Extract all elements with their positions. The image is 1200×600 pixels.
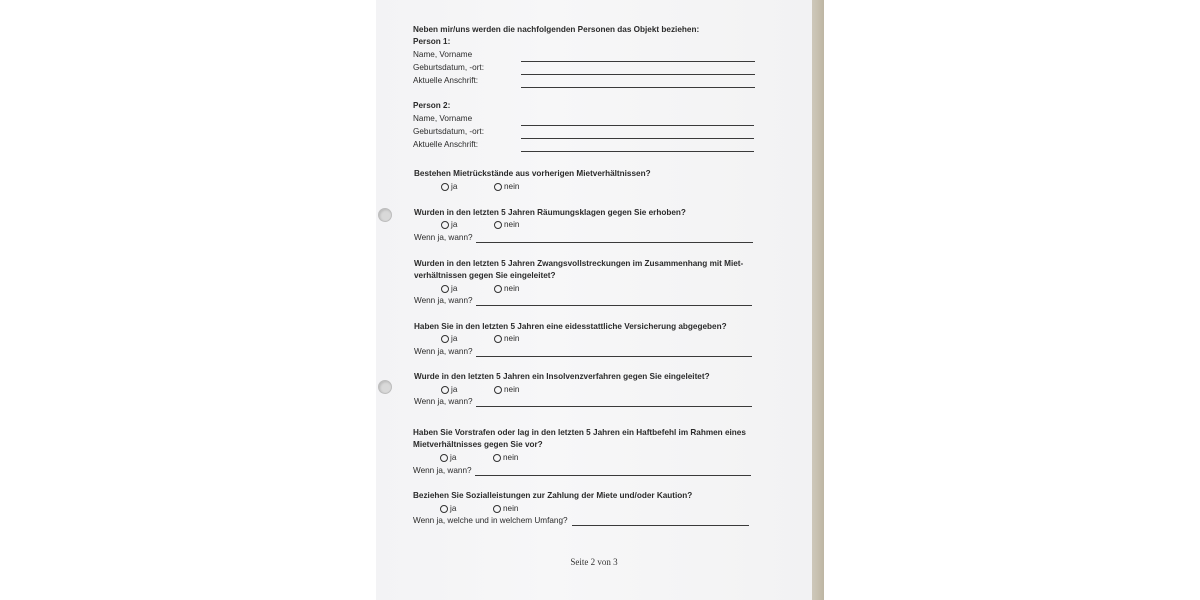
question-criminal-record-line1: Haben Sie Vorstrafen oder lag in den letzten 5 Jahren ein Haftbefehl im Rahmen eines (413, 428, 746, 437)
person-2-name-field[interactable] (521, 125, 754, 126)
person-1-birth-label: Geburtsdatum, -ort: (413, 63, 484, 72)
radio-nein[interactable]: nein (494, 181, 519, 194)
question-insolvency: Wurde in den letzten 5 Jahren ein Insolvenzverfahren gegen Sie eingeleitet? (414, 372, 710, 381)
person-2-birth-label: Geburtsdatum, -ort: (413, 127, 484, 136)
radio-circle-icon (441, 285, 449, 293)
radio-circle-icon (494, 285, 502, 293)
form-page (376, 0, 812, 600)
radio-ja[interactable]: ja (441, 283, 457, 296)
background-right (824, 0, 1200, 600)
question-affidavit: Haben Sie in den letzten 5 Jahren eine eidesstattliche Versicherung abgegeben? (414, 322, 727, 331)
person-1-name-label: Name, Vorname (413, 50, 473, 59)
radio-nein[interactable]: nein (494, 384, 519, 397)
person-1-address-field[interactable] (521, 87, 755, 88)
radio-circle-icon (440, 505, 448, 513)
followup-field[interactable] (572, 525, 749, 526)
question-rent-arrears: Bestehen Mietrückstände aus vorherigen Mietverhältnissen? (414, 169, 651, 178)
followup-label: Wenn ja, wann? (414, 347, 473, 356)
followup-field[interactable] (476, 305, 752, 306)
radio-nein[interactable]: nein (493, 452, 518, 465)
radio-circle-icon (441, 183, 449, 191)
punch-hole-icon (378, 208, 392, 222)
followup-label: Wenn ja, welche und in welchem Umfang? (413, 516, 568, 525)
radio-circle-icon (494, 221, 502, 229)
radio-ja[interactable]: ja (441, 219, 457, 232)
followup-field[interactable] (476, 406, 752, 407)
radio-nein[interactable]: nein (493, 503, 518, 516)
page-number: Seite 2 von 3 (570, 557, 618, 567)
background-left (0, 0, 376, 600)
punch-hole-icon (378, 380, 392, 394)
question-criminal-record-line2: Mietverhältnisses gegen Sie vor? (413, 440, 543, 449)
radio-circle-icon (441, 386, 449, 394)
question-enforcement-line1: Wurden in den letzten 5 Jahren Zwangsvollstreckungen im Zusammenhang mit Miet- (414, 259, 744, 268)
intro-text: Neben mir/uns werden die nachfolgenden Personen das Objekt beziehen: (413, 25, 700, 34)
radio-circle-icon (440, 454, 448, 462)
radio-ja[interactable]: ja (441, 181, 457, 194)
followup-field[interactable] (475, 475, 751, 476)
question-enforcement-line2: verhältnissen gegen Sie eingeleitet? (414, 271, 556, 280)
followup-label: Wenn ja, wann? (414, 233, 473, 242)
radio-ja[interactable]: ja (440, 452, 456, 465)
radio-ja[interactable]: ja (441, 333, 457, 346)
person-1-title: Person 1: (413, 37, 451, 46)
radio-circle-icon (441, 221, 449, 229)
radio-circle-icon (493, 505, 501, 513)
radio-circle-icon (494, 183, 502, 191)
radio-nein[interactable]: nein (494, 333, 519, 346)
person-2-birth-field[interactable] (521, 138, 754, 139)
radio-circle-icon (494, 335, 502, 343)
person-2-address-field[interactable] (521, 151, 754, 152)
radio-nein[interactable]: nein (494, 219, 519, 232)
radio-nein[interactable]: nein (494, 283, 519, 296)
person-1-name-field[interactable] (521, 61, 755, 62)
person-1-address-label: Aktuelle Anschrift: (413, 76, 479, 85)
radio-circle-icon (493, 454, 501, 462)
radio-circle-icon (441, 335, 449, 343)
followup-label: Wenn ja, wann? (414, 296, 473, 305)
question-eviction: Wurden in den letzten 5 Jahren Räumungsklagen gegen Sie erhoben? (414, 208, 686, 217)
followup-field[interactable] (476, 356, 752, 357)
person-2-title: Person 2: (413, 101, 451, 110)
question-social-benefits: Beziehen Sie Sozialleistungen zur Zahlung der Miete und/oder Kaution? (413, 491, 693, 500)
followup-label: Wenn ja, wann? (413, 466, 472, 475)
person-2-name-label: Name, Vorname (413, 114, 473, 123)
person-1-birth-field[interactable] (521, 74, 755, 75)
followup-field[interactable] (476, 242, 753, 243)
followup-label: Wenn ja, wann? (414, 397, 473, 406)
radio-ja[interactable]: ja (440, 503, 456, 516)
radio-circle-icon (494, 386, 502, 394)
radio-ja[interactable]: ja (441, 384, 457, 397)
person-2-address-label: Aktuelle Anschrift: (413, 140, 479, 149)
